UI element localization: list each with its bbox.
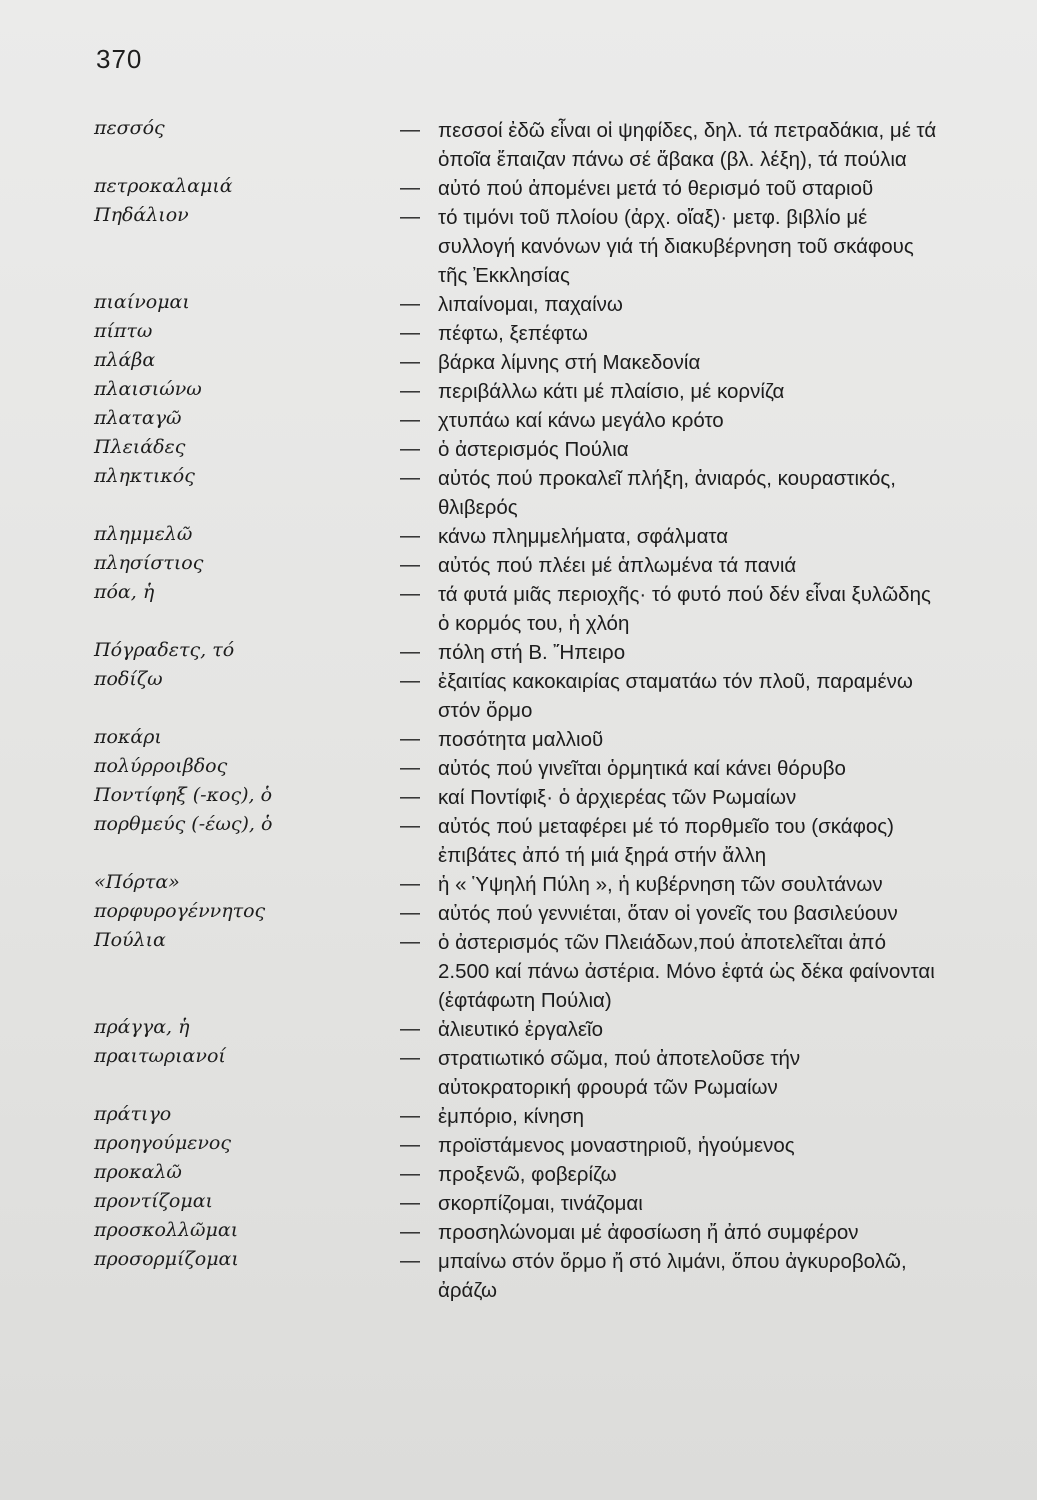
entry-definition: πέφτω, ξεπέφτω — [438, 322, 588, 345]
entry-definition: αὐτό πού ἀπομένει μετά τό θερισμό τοῦ σταριοῦ — [438, 177, 874, 200]
entry-dash: — — [400, 438, 420, 460]
glossary-entry — [0, 812, 1037, 870]
entry-dash: — — [400, 728, 420, 750]
entry-definition: πεσσοί ἐδῶ εἶναι οἱ ψηφίδες, δηλ. τά πετραδάκια, μέ τά ὁποῖα ἔπαιζαν πάνω σέ ἄβακα (βλ. λέξη), τά πούλια — [438, 119, 937, 171]
entry-definition: στρατιωτικό σῶμα, πού ἀποτελοῦσε τήν αὐτοκρατορική φρουρά τῶν Ρωμαίων — [438, 1047, 801, 1099]
glossary-entry — [0, 290, 1037, 319]
entry-dash: — — [400, 670, 420, 692]
entry-headword: προσκολλῶμαι — [94, 1219, 239, 1241]
entry-headword: πετροκαλαμιά — [94, 175, 233, 197]
entry-headword: προσορμίζομαι — [94, 1248, 239, 1270]
entry-definition: αὐτός πού πλέει μέ ἁπλωμένα τά πανιά — [438, 554, 797, 577]
entry-dash: — — [400, 177, 420, 199]
entry-headword: πλάβα — [94, 349, 156, 371]
entry-headword: Πόγραδετς, τό — [94, 639, 235, 661]
entry-definition: ὁ ἀστερισμός τῶν Πλειάδων,πού ἀποτελεῖται ἀπό 2.500 καί πάνω ἀστέρια. Μόνο ἑφτά ὡς δέκα φαίνονται (ἑφτάφωτη Πούλια) — [438, 931, 935, 1012]
glossary-entry — [0, 1015, 1037, 1044]
entry-headword: προκαλῶ — [94, 1161, 182, 1183]
entry-definition: ἐξαιτίας κακοκαιρίας σταματάω τόν πλοῦ, παραμένω στόν ὅρμο — [438, 670, 913, 722]
entry-definition: αὐτός πού μεταφέρει μέ τό πορθμεῖο του (σκάφος) ἐπιβάτες ἀπό τή μιά ξηρά στήν ἄλλη — [438, 815, 894, 867]
entry-dash: — — [400, 815, 420, 837]
entry-definition: τά φυτά μιᾶς περιοχῆς· τό φυτό πού δέν εἶναι ξυλῶδης ὁ κορμός του, ἡ χλόη — [438, 583, 931, 635]
glossary-entry — [0, 1044, 1037, 1102]
entry-headword: πλημμελῶ — [94, 523, 193, 545]
entry-headword: ποδίζω — [94, 668, 163, 690]
glossary-entry — [0, 899, 1037, 928]
glossary-entry — [0, 1160, 1037, 1189]
entry-dash: — — [400, 757, 420, 779]
entry-headword: Πούλια — [94, 929, 166, 951]
glossary-entry — [0, 435, 1037, 464]
entry-headword: πεσσός — [94, 117, 165, 139]
entry-definition: ποσότητα μαλλιοῦ — [438, 728, 604, 751]
glossary-entry — [0, 348, 1037, 377]
entry-definition: πόλη στή Β. Ἤπειρο — [438, 641, 626, 664]
entry-headword: ποκάρι — [94, 726, 162, 748]
entry-dash: — — [400, 1134, 420, 1156]
entry-dash: — — [400, 119, 420, 141]
entry-headword: πιαίνομαι — [94, 291, 190, 313]
entry-dash: — — [400, 931, 420, 953]
glossary-entry — [0, 1131, 1037, 1160]
entry-headword: πλαισιώνω — [94, 378, 202, 400]
entry-dash: — — [400, 380, 420, 402]
entry-definition: προϊστάμενος μοναστηριοῦ, ἡγούμενος — [438, 1134, 795, 1157]
entry-headword: πληκτικός — [94, 465, 195, 487]
entry-dash: — — [400, 409, 420, 431]
glossary-entry — [0, 754, 1037, 783]
entry-dash: — — [400, 467, 420, 489]
entry-headword: Πηδάλιον — [94, 204, 189, 226]
glossary-entry — [0, 1102, 1037, 1131]
glossary-entry — [0, 174, 1037, 203]
entry-headword: πόα, ἡ — [94, 581, 155, 603]
glossary-entry — [0, 638, 1037, 667]
glossary-entry — [0, 377, 1037, 406]
glossary-entry — [0, 1189, 1037, 1218]
entry-headword: πορφυρογέννητος — [94, 900, 266, 922]
glossary-entry — [0, 464, 1037, 522]
entry-dash: — — [400, 1105, 420, 1127]
glossary-list — [0, 116, 1037, 1305]
entry-headword: πραιτωριανοί — [94, 1045, 226, 1067]
entry-headword: Ποντίφηξ (-κος), ὁ — [94, 784, 273, 806]
entry-dash: — — [400, 206, 420, 228]
entry-dash: — — [400, 902, 420, 924]
glossary-entry — [0, 319, 1037, 348]
entry-definition: περιβάλλω κάτι μέ πλαίσιο, μέ κορνίζα — [438, 380, 785, 403]
glossary-entry — [0, 928, 1037, 1015]
entry-dash: — — [400, 1192, 420, 1214]
entry-dash: — — [400, 322, 420, 344]
entry-definition: ἐμπόριο, κίνηση — [438, 1105, 585, 1128]
entry-dash: — — [400, 1221, 420, 1243]
entry-definition: προσηλώνομαι μέ ἀφοσίωση ἤ ἀπό συμφέρον — [438, 1221, 859, 1244]
glossary-entry — [0, 116, 1037, 174]
entry-dash: — — [400, 873, 420, 895]
entry-dash: — — [400, 554, 420, 576]
entry-definition: προξενῶ, φοβερίζω — [438, 1163, 617, 1186]
entry-headword: Πλειάδες — [94, 436, 186, 458]
entry-headword: πράτιγο — [94, 1103, 172, 1125]
entry-dash: — — [400, 1047, 420, 1069]
entry-definition: κάνω πλημμελήματα, σφάλματα — [438, 525, 729, 548]
entry-definition: χτυπάω καί κάνω μεγάλο κρότο — [438, 409, 724, 432]
entry-dash: — — [400, 1250, 420, 1272]
entry-definition: μπαίνω στόν ὅρμο ἤ στό λιμάνι, ὅπου ἀγκυροβολῶ, ἀράζω — [438, 1250, 907, 1302]
entry-definition: ὁ ἀστερισμός Πούλια — [438, 438, 629, 461]
glossary-entry — [0, 522, 1037, 551]
entry-definition: λιπαίνομαι, παχαίνω — [438, 293, 623, 316]
glossary-entry — [0, 580, 1037, 638]
glossary-entry — [0, 870, 1037, 899]
glossary-entry — [0, 406, 1037, 435]
glossary-entry — [0, 667, 1037, 725]
entry-dash: — — [400, 525, 420, 547]
glossary-entry — [0, 551, 1037, 580]
entry-headword: πίπτω — [94, 320, 153, 342]
entry-definition: βάρκα λίμνης στή Μακεδονία — [438, 351, 701, 374]
entry-definition: καί Ποντίφιξ· ὁ ἀρχιερέας τῶν Ρωμαίων — [438, 786, 797, 809]
entry-dash: — — [400, 1018, 420, 1040]
page-number: 370 — [96, 44, 143, 74]
entry-headword: πορθμεύς (-έως), ὁ — [94, 813, 273, 835]
entry-headword: πολύρροιβδος — [94, 755, 228, 777]
entry-dash: — — [400, 293, 420, 315]
glossary-entry — [0, 1247, 1037, 1305]
entry-definition: αὐτός πού προκαλεῖ πλήξη, ἀνιαρός, κουραστικός, θλιβερός — [438, 467, 897, 519]
entry-definition: σκορπίζομαι, τινάζομαι — [438, 1192, 643, 1215]
entry-headword: προηγούμενος — [94, 1132, 231, 1154]
entry-definition: αὐτός πού γινεῖται ὁρμητικά καί κάνει θόρυβο — [438, 757, 846, 780]
entry-dash: — — [400, 351, 420, 373]
entry-dash: — — [400, 1163, 420, 1185]
entry-headword: προντίζομαι — [94, 1190, 213, 1212]
glossary-entry — [0, 1218, 1037, 1247]
entry-headword: «Πόρτα» — [94, 871, 180, 893]
entry-headword: πλησίστιος — [94, 552, 204, 574]
glossary-entry — [0, 725, 1037, 754]
entry-dash: — — [400, 641, 420, 663]
entry-headword: πράγγα, ἡ — [94, 1016, 190, 1038]
entry-definition: ἁλιευτικό ἐργαλεῖο — [438, 1018, 604, 1041]
glossary-entry — [0, 783, 1037, 812]
entry-definition: τό τιμόνι τοῦ πλοίου (ἀρχ. οἴαξ)· μετφ. βιβλίο μέ συλλογή κανόνων γιά τή διακυβέρνηση τοῦ σκάφους τῆς Ἐκκλησίας — [438, 206, 914, 287]
entry-dash: — — [400, 583, 420, 605]
entry-headword: πλαταγῶ — [94, 407, 182, 429]
entry-definition: αὐτός πού γεννιέται, ὅταν οἱ γονεῖς του βασιλεύουν — [438, 902, 898, 925]
entry-definition: ἡ « Ὑψηλή Πύλη », ἡ κυβέρνηση τῶν σουλτάνων — [438, 873, 883, 896]
glossary-entry — [0, 203, 1037, 290]
entry-dash: — — [400, 786, 420, 808]
